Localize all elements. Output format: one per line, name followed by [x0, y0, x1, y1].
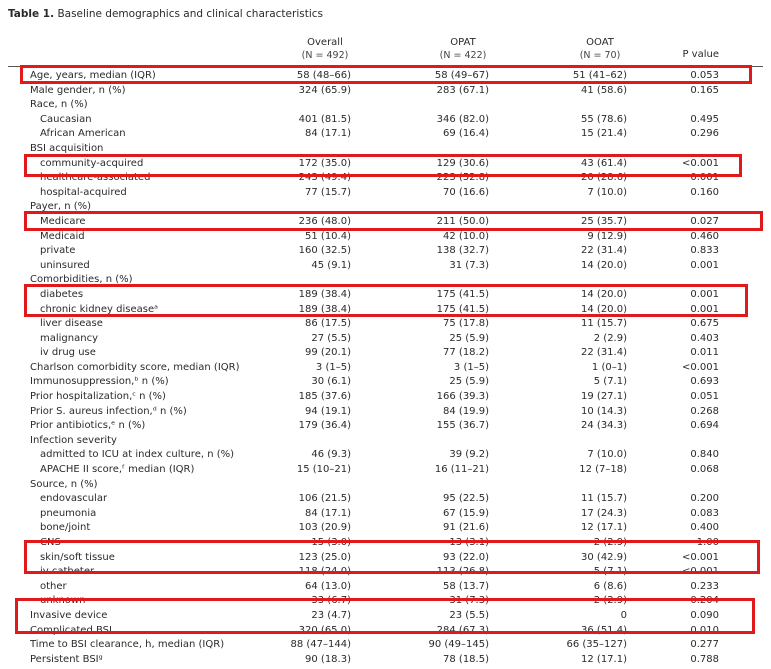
cell-pvalue: 0.053: [690, 70, 719, 81]
cell-overall: 118 (24.0): [298, 566, 351, 578]
cell-overall: 86 (17.5): [305, 318, 351, 330]
cell-opat: 77 (18.2): [443, 347, 489, 359]
cell-overall: 189 (38.4): [298, 288, 351, 300]
row-label: Charlson comorbidity score, median (IQR): [30, 361, 240, 373]
cell-overall: 185 (37.6): [298, 391, 351, 403]
cell-pvalue: 0.403: [690, 332, 719, 344]
cell-overall: 320 (65.0): [298, 624, 351, 636]
table-row: [0, 186, 771, 201]
cell-opat: 69 (16.4): [443, 128, 489, 140]
cell-ooat: 14 (20.0): [581, 303, 627, 315]
cell-pvalue: 0.001: [690, 303, 719, 315]
cell-opat: 75 (17.8): [443, 318, 489, 330]
row-label: iv catheter: [40, 566, 95, 578]
cell-overall: 3 (1–5): [315, 361, 351, 373]
table-row: [0, 230, 771, 245]
row-label: private: [40, 245, 76, 257]
cell-overall: 179 (36.4): [298, 420, 351, 432]
cell-overall: 30 (6.1): [311, 376, 351, 388]
table-row: [0, 244, 771, 259]
cell-pvalue: 0.051: [690, 391, 719, 403]
column-n: (N = 70): [579, 50, 621, 61]
cell-overall: 88 (47–144): [290, 639, 351, 651]
cell-pvalue: 0.068: [690, 464, 719, 476]
cell-ooat: 2 (2.9): [593, 332, 627, 344]
cell-pvalue: 0.160: [690, 186, 719, 198]
cell-pvalue: 0.694: [690, 420, 719, 432]
row-label: Payer, n (%): [30, 201, 92, 213]
cell-ooat: 12 (17.1): [581, 522, 627, 534]
cell-ooat: 0: [620, 609, 627, 621]
highlight-box: [24, 540, 760, 574]
cell-ooat: 55 (78.6): [581, 113, 627, 125]
cell-overall: 27 (5.5): [311, 332, 351, 344]
row-label: endovascular: [40, 493, 108, 505]
row-label: Persistent BSIᵍ: [30, 653, 103, 665]
row-label: Complicated BSI: [30, 624, 112, 636]
cell-ooat: 11 (15.7): [581, 318, 627, 330]
cell-overall: 15 (10–21): [296, 464, 351, 476]
cell-ooat: 12 (17.1): [581, 653, 627, 665]
row-label: Immunosuppression,ᵇ n (%): [30, 376, 169, 388]
column-header-opat: [398, 36, 528, 62]
cell-opat: 58 (49–67): [434, 70, 489, 81]
cell-pvalue: <0.001: [681, 551, 719, 563]
cell-ooat: 20 (28.6): [581, 172, 627, 184]
row-label: Race, n (%): [30, 99, 88, 111]
row-label: Prior hospitalization,ᶜ n (%): [30, 391, 166, 403]
cell-opat: 113 (26.8): [436, 566, 489, 578]
cell-overall: 324 (65.9): [298, 84, 351, 96]
cell-opat: 155 (36.7): [436, 420, 489, 432]
cell-opat: 129 (30.6): [436, 157, 489, 169]
cell-overall: 243 (49.4): [298, 172, 351, 184]
cell-overall: 58 (48–66): [296, 70, 351, 81]
column-name: OOAT: [586, 37, 614, 48]
cell-ooat: 15 (21.4): [581, 128, 627, 140]
row-label: Time to BSI clearance, h, median (IQR): [30, 639, 225, 651]
row-label: skin/soft tissue: [40, 551, 115, 563]
cell-ooat: 7 (10.0): [587, 186, 627, 198]
table-row: [0, 346, 771, 361]
row-label: other: [40, 580, 67, 592]
row-label: uninsured: [40, 259, 90, 271]
table-row: [0, 405, 771, 420]
row-label: Medicaid: [40, 230, 85, 242]
table-caption: Baseline demographics and clinical characteristics: [57, 8, 323, 20]
column-name: Overall: [307, 37, 343, 48]
cell-pvalue: 0.001: [690, 172, 719, 184]
cell-opat: 58 (13.7): [443, 580, 489, 592]
cell-ooat: 14 (20.0): [581, 288, 627, 300]
cell-ooat: 10 (14.3): [581, 405, 627, 417]
cell-overall: 64 (13.0): [305, 580, 351, 592]
row-label: diabetes: [40, 288, 84, 300]
cell-overall: 160 (32.5): [298, 245, 351, 257]
cell-opat: 346 (82.0): [436, 113, 489, 125]
table-row: [0, 638, 771, 653]
table-row: [0, 317, 771, 332]
cell-overall: 99 (20.1): [305, 347, 351, 359]
cell-pvalue: 0.233: [690, 580, 719, 592]
cell-opat: 31 (7.3): [449, 259, 489, 271]
cell-opat: 78 (18.5): [443, 653, 489, 665]
cell-opat: 42 (10.0): [443, 230, 489, 242]
cell-ooat: 19 (27.1): [581, 391, 627, 403]
cell-pvalue: 0.204: [690, 595, 719, 607]
cell-ooat: 12 (7–18): [579, 464, 627, 476]
cell-overall: 15 (3.0): [311, 537, 351, 548]
table-row: [0, 492, 771, 507]
cell-pvalue: 0.495: [690, 113, 719, 125]
cell-opat: 84 (19.9): [443, 405, 489, 417]
table-title: [8, 8, 323, 20]
table-row: [0, 521, 771, 536]
cell-ooat: 11 (15.7): [581, 493, 627, 505]
cell-ooat: 30 (42.9): [581, 551, 627, 563]
column-header-overall: [260, 36, 390, 62]
cell-pvalue: 0.165: [690, 84, 719, 96]
row-label: healthcare-associated: [40, 172, 151, 184]
cell-pvalue: 0.010: [690, 624, 719, 636]
table-row: [0, 332, 771, 347]
cell-pvalue: 0.001: [690, 259, 719, 271]
table-row: [0, 434, 771, 449]
cell-opat: 138 (32.7): [436, 245, 489, 257]
table-row: [0, 419, 771, 434]
table-row: [0, 448, 771, 463]
column-header-pvalue: P value: [682, 49, 719, 60]
cell-overall: 45 (9.1): [311, 259, 351, 271]
table-row: [0, 463, 771, 478]
cell-ooat: 22 (31.4): [581, 245, 627, 257]
row-label: malignancy: [40, 332, 98, 344]
cell-opat: 95 (22.5): [443, 493, 489, 505]
cell-ooat: 6 (8.6): [593, 580, 627, 592]
table-row: [0, 478, 771, 493]
cell-overall: 401 (81.5): [298, 113, 351, 125]
row-label: Invasive device: [30, 609, 108, 621]
cell-overall: 46 (9.3): [311, 449, 351, 461]
cell-pvalue: 0.675: [690, 318, 719, 330]
cell-overall: 84 (17.1): [305, 507, 351, 519]
row-label: liver disease: [40, 318, 103, 330]
cell-opat: 91 (21.6): [443, 522, 489, 534]
row-label: Medicare: [40, 215, 86, 227]
cell-ooat: 7 (10.0): [587, 449, 627, 461]
cell-ooat: 2 (2.9): [593, 595, 627, 607]
cell-ooat: 24 (34.3): [581, 420, 627, 432]
cell-pvalue: 0.788: [690, 653, 719, 665]
table-row: [0, 507, 771, 522]
row-label: hospital-acquired: [40, 186, 127, 198]
row-label: Caucasian: [40, 113, 92, 125]
row-label: iv drug use: [40, 347, 96, 359]
cell-opat: 284 (67.3): [436, 624, 489, 636]
cell-overall: 123 (25.0): [298, 551, 351, 563]
cell-ooat: 51 (41–62): [572, 70, 627, 81]
cell-pvalue: 0.840: [690, 449, 719, 461]
cell-pvalue: 0.090: [690, 609, 719, 621]
column-header-ooat: [535, 36, 665, 62]
table-row: [0, 259, 771, 274]
column-name: OPAT: [450, 37, 476, 48]
cell-pvalue: 0.460: [690, 230, 719, 242]
cell-pvalue: 0.001: [690, 288, 719, 300]
row-label: BSI acquisition: [30, 142, 104, 154]
cell-ooat: 5 (7.1): [593, 566, 627, 578]
cell-opat: 166 (39.3): [436, 391, 489, 403]
table-number: Table 1.: [8, 8, 55, 20]
cell-ooat: 36 (51.4): [581, 624, 627, 636]
cell-opat: 70 (16.6): [443, 186, 489, 198]
cell-overall: 189 (38.4): [298, 303, 351, 315]
cell-opat: 67 (15.9): [443, 507, 489, 519]
cell-ooat: 41 (58.6): [581, 84, 627, 96]
table-row: [0, 580, 771, 595]
cell-pvalue: 0.296: [690, 128, 719, 140]
cell-pvalue: 0.011: [690, 347, 719, 359]
cell-opat: 31 (7.3): [449, 595, 489, 607]
cell-opat: 3 (1–5): [453, 361, 489, 373]
cell-overall: 23 (4.7): [311, 609, 351, 621]
cell-opat: 175 (41.5): [436, 303, 489, 315]
highlight-box: [15, 598, 755, 634]
cell-ooat: 14 (20.0): [581, 259, 627, 271]
cell-ooat: 43 (61.4): [581, 157, 627, 169]
row-label: African American: [40, 128, 126, 140]
cell-overall: 103 (20.9): [298, 522, 351, 534]
row-label: Prior S. aureus infection,ᵈ n (%): [30, 405, 187, 417]
cell-pvalue: 0.693: [690, 376, 719, 388]
cell-pvalue: <0.001: [681, 157, 719, 169]
cell-overall: 94 (19.1): [305, 405, 351, 417]
column-n: (N = 492): [301, 50, 349, 61]
table-row: [0, 84, 771, 99]
cell-pvalue: 0.083: [690, 507, 719, 519]
cell-ooat: 9 (12.9): [587, 230, 627, 242]
row-label: Infection severity: [30, 434, 117, 446]
cell-opat: 23 (5.5): [449, 609, 489, 621]
cell-opat: 16 (11–21): [434, 464, 489, 476]
table-row: [0, 361, 771, 376]
cell-overall: 236 (48.0): [298, 215, 351, 227]
cell-pvalue: <0.001: [681, 361, 719, 373]
row-label: Source, n (%): [30, 478, 98, 490]
cell-overall: 172 (35.0): [298, 157, 351, 169]
cell-opat: 211 (50.0): [436, 215, 489, 227]
cell-pvalue: 0.833: [690, 245, 719, 257]
cell-ooat: 25 (35.7): [581, 215, 627, 227]
row-label: Comorbidities, n (%): [30, 274, 133, 286]
cell-pvalue: 0.268: [690, 405, 719, 417]
cell-opat: 25 (5.9): [449, 376, 489, 388]
cell-pvalue: 0.027: [690, 215, 719, 227]
cell-pvalue: 0.200: [690, 493, 719, 505]
cell-overall: 51 (10.4): [305, 230, 351, 242]
cell-opat: 93 (22.0): [443, 551, 489, 563]
table-row: [0, 653, 771, 668]
cell-overall: 33 (6.7): [311, 595, 351, 607]
table-row: [0, 98, 771, 113]
cell-pvalue: 0.400: [690, 522, 719, 534]
cell-opat: 90 (49–145): [428, 639, 489, 651]
cell-opat: 13 (3.1): [449, 537, 489, 548]
highlight-box: [24, 211, 763, 231]
cell-ooat: 2 (2.9): [593, 537, 627, 548]
cell-opat: 223 (52.8): [436, 172, 489, 184]
table-row: [0, 390, 771, 405]
row-label: CNS: [40, 537, 61, 548]
cell-overall: 106 (21.5): [298, 493, 351, 505]
row-label: chronic kidney diseaseᵃ: [40, 303, 159, 315]
row-label: unknown: [40, 595, 86, 607]
cell-overall: 90 (18.3): [305, 653, 351, 665]
highlight-box: [20, 65, 752, 84]
row-label: Age, years, median (IQR): [30, 70, 156, 81]
cell-pvalue: 0.277: [690, 639, 719, 651]
row-label: Prior antibiotics,ᵉ n (%): [30, 420, 146, 432]
row-label: bone/joint: [40, 522, 91, 534]
cell-pvalue: <0.001: [681, 566, 719, 578]
row-label: pneumonia: [40, 507, 97, 519]
highlight-box: [24, 284, 748, 317]
table-row: [0, 127, 771, 142]
cell-opat: 175 (41.5): [436, 288, 489, 300]
row-label: admitted to ICU at index culture, n (%): [40, 449, 235, 461]
cell-ooat: 66 (35–127): [566, 639, 627, 651]
row-label: APACHE II score,ᶠ median (IQR): [40, 464, 195, 476]
cell-overall: 84 (17.1): [305, 128, 351, 140]
column-n: (N = 422): [439, 50, 487, 61]
cell-opat: 283 (67.1): [436, 84, 489, 96]
row-label: community-acquired: [40, 157, 144, 169]
table-row: [0, 113, 771, 128]
cell-ooat: 17 (24.3): [581, 507, 627, 519]
cell-opat: 25 (5.9): [449, 332, 489, 344]
cell-ooat: 22 (31.4): [581, 347, 627, 359]
cell-pvalue: 1.00: [696, 537, 719, 548]
row-label: Male gender, n (%): [30, 84, 126, 96]
highlight-box: [24, 154, 742, 177]
cell-overall: 77 (15.7): [305, 186, 351, 198]
cell-ooat: 1 (0–1): [591, 361, 627, 373]
cell-opat: 39 (9.2): [449, 449, 489, 461]
table-row: [0, 375, 771, 390]
cell-ooat: 5 (7.1): [593, 376, 627, 388]
